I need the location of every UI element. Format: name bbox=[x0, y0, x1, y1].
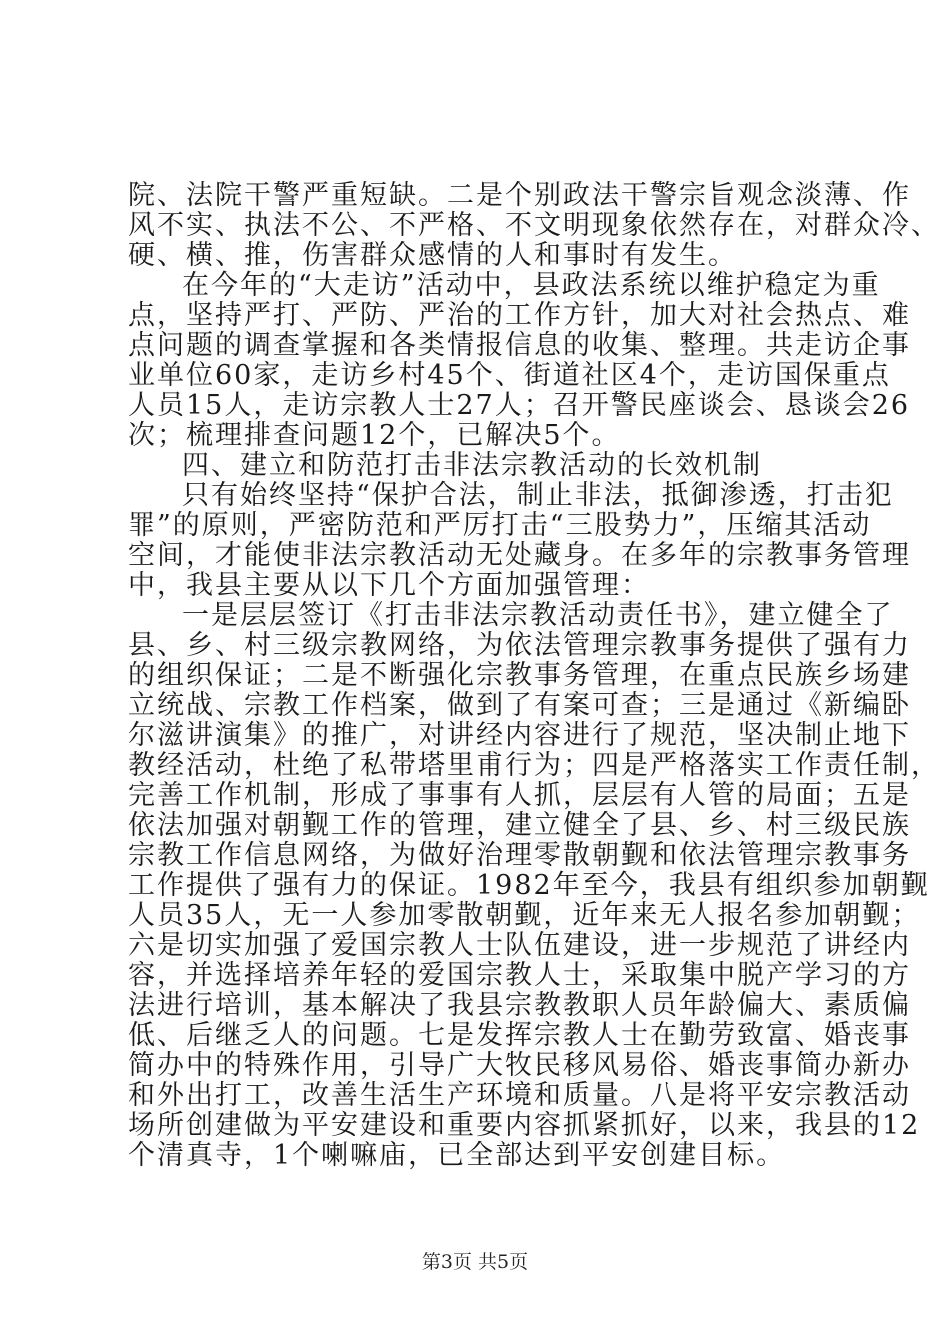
text-line: 业单位60家，走访乡村45个、街道社区4个，走访国保重点 bbox=[128, 360, 891, 391]
text-line: 人员15人，走访宗教人士27人；召开警民座谈会、恳谈会26 bbox=[128, 390, 911, 421]
text-line: 教经活动，杜绝了私带塔里甫行为；四是严格落实工作责任制， bbox=[128, 750, 940, 781]
text-line: 个清真寺，1个喇嘛庙，已全部达到平安创建目标。 bbox=[128, 1140, 786, 1171]
page-footer: 第3页 共5页 bbox=[421, 1251, 529, 1273]
text-line: 工作提供了强有力的保证。1982年至今，我县有组织参加朝觐 bbox=[128, 870, 930, 901]
text-line: 人员35人，无一人参加零散朝觐，近年来无人报名参加朝觐； bbox=[128, 900, 921, 931]
text-line: 点，坚持严打、严防、严治的工作方针，加大对社会热点、难 bbox=[128, 300, 911, 331]
text-line: 空间，才能使非法宗教活动无处藏身。在多年的宗教事务管理 bbox=[128, 540, 911, 571]
text-line: 院、法院干警严重短缺。二是个别政法干警宗旨观念淡薄、作 bbox=[128, 180, 911, 211]
text-line: 和外出打工，改善生活生产环境和质量。八是将平安宗教活动 bbox=[128, 1080, 911, 1111]
text-line: 场所创建做为平安建设和重要内容抓紧抓好，以来，我县的12 bbox=[128, 1110, 921, 1141]
text-line: 依法加强对朝觐工作的管理，建立健全了县、乡、村三级民族 bbox=[128, 810, 911, 841]
text-line: 次；梳理排查问题12个，已解决5个。 bbox=[128, 420, 621, 451]
text-line: 点问题的调查掌握和各类情报信息的收集、整理。共走访企事 bbox=[128, 330, 911, 361]
text-line: 尔滋讲演集》的推广，对讲经内容进行了规范，坚决制止地下 bbox=[128, 720, 911, 751]
section-heading: 四、建立和防范打击非法宗教活动的长效机制 bbox=[182, 450, 762, 481]
text-line: 立统战、宗教工作档案，做到了有案可查；三是通过《新编卧 bbox=[128, 690, 911, 721]
text-line: 容，并选择培养年轻的爱国宗教人士，采取集中脱产学习的方 bbox=[128, 960, 911, 991]
text-line: 六是切实加强了爱国宗教人士队伍建设，进一步规范了讲经内 bbox=[128, 930, 911, 961]
text-line: 的组织保证；二是不断强化宗教事务管理，在重点民族乡场建 bbox=[128, 660, 911, 691]
text-line: 宗教工作信息网络，为做好治理零散朝觐和依法管理宗教事务 bbox=[128, 840, 911, 871]
text-line: 简办中的特殊作用，引导广大牧民移风易俗、婚丧事简办新办 bbox=[128, 1050, 911, 1081]
text-line: 完善工作机制，形成了事事有人抓，层层有人管的局面；五是 bbox=[128, 780, 911, 811]
text-line: 只有始终坚持“保护合法，制止非法，抵御渗透，打击犯 bbox=[182, 480, 894, 511]
text-line: 县、乡、村三级宗教网络，为依法管理宗教事务提供了强有力 bbox=[128, 630, 911, 661]
text-line: 硬、横、推，伤害群众感情的人和事时有发生。 bbox=[128, 240, 737, 271]
text-line: 在今年的“大走访”活动中，县政法系统以维护稳定为重 bbox=[182, 270, 881, 301]
text-line: 罪”的原则，严密防范和严厉打击“三股势力”，压缩其活动 bbox=[128, 510, 872, 541]
text-line: 低、后继乏人的问题。七是发挥宗教人士在勤劳致富、婚丧事 bbox=[128, 1020, 911, 1051]
text-line: 法进行培训，基本解决了我县宗教教职人员年龄偏大、素质偏 bbox=[128, 990, 911, 1021]
text-line: 中，我县主要从以下几个方面加强管理： bbox=[128, 570, 650, 601]
text-line: 一是层层签订《打击非法宗教活动责任书》，建立健全了 bbox=[182, 600, 894, 631]
text-line: 风不实、执法不公、不严格、不文明现象依然存在，对群众冷、 bbox=[128, 210, 940, 241]
